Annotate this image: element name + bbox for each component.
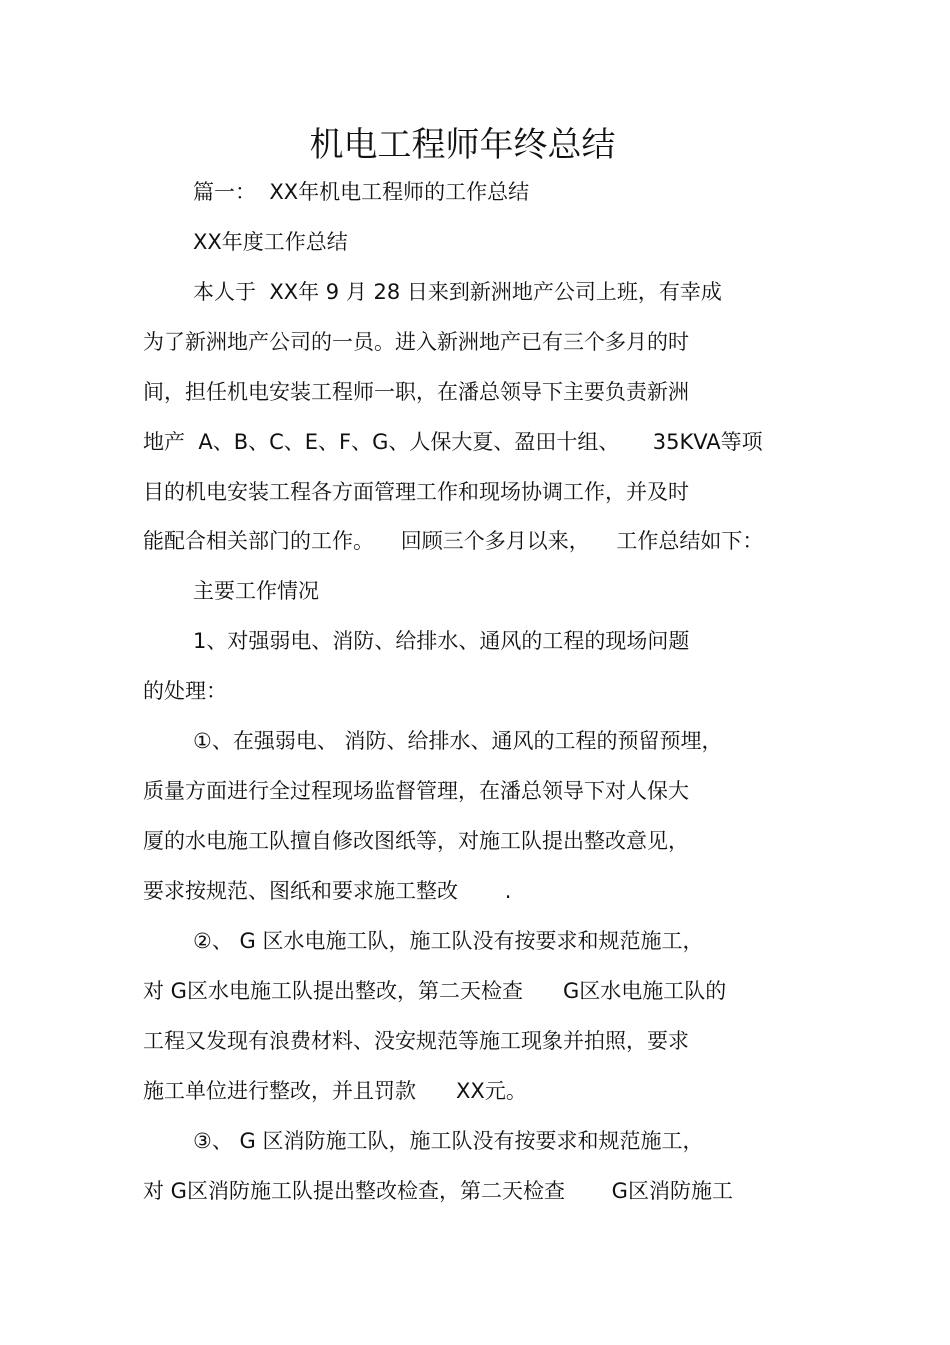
text-line: 厦的水电施工队擅自修改图纸等，对施工队提出整改意见， <box>143 829 689 853</box>
text-line: 地产 A、B、C、E、F、G、人保大夏、盈田十组、 35KVA等项 <box>143 430 763 454</box>
text-line: ①、在强弱电、 消防、给排水、通风的工程的预留预埋， <box>193 729 723 753</box>
text-line: 对 G区消防施工队提出整改检查，第二天检查 G区消防施工 <box>143 1179 733 1203</box>
text-line: 间，担任机电安装工程师一职，在潘总领导下主要负责新洲 <box>143 380 689 404</box>
text-line: 对 G区水电施工队提出整改，第二天检查 G区水电施工队的 <box>143 979 727 1003</box>
text-line: 的处理： <box>143 679 227 703</box>
text-line: 施工单位进行整改，并且罚款 XX元。 <box>143 1079 527 1103</box>
text-line: 1、对强弱电、消防、给排水、通风的工程的现场问题 <box>193 629 690 653</box>
text-line: 要求按规范、图纸和要求施工整改 . <box>143 879 512 903</box>
text-line: XX年度工作总结 <box>193 230 348 254</box>
text-line: ②、 G 区水电施工队，施工队没有按要求和规范施工， <box>193 929 704 953</box>
text-line: 目的机电安装工程各方面管理工作和现场协调工作，并及时 <box>143 480 689 504</box>
text-line: 篇一： XX年机电工程师的工作总结 <box>193 180 530 204</box>
text-line: 主要工作情况 <box>193 579 319 603</box>
text-line: 工程又发现有浪费材料、没安规范等施工现象并拍照，要求 <box>143 1029 689 1053</box>
document-title: 机电工程师年终总结 <box>309 125 616 165</box>
text-line: 质量方面进行全过程现场监督管理，在潘总领导下对人保大 <box>143 779 689 803</box>
text-line: 能配合相关部门的工作。 回顾三个多月以来， 工作总结如下： <box>143 529 764 553</box>
text-line: ③、 G 区消防施工队，施工队没有按要求和规范施工， <box>193 1129 704 1153</box>
text-line: 为了新洲地产公司的一员。进入新洲地产已有三个多月的时 <box>143 330 689 354</box>
text-line: 本人于 XX年 9 月 28 日来到新洲地产公司上班，有幸成 <box>193 280 722 304</box>
